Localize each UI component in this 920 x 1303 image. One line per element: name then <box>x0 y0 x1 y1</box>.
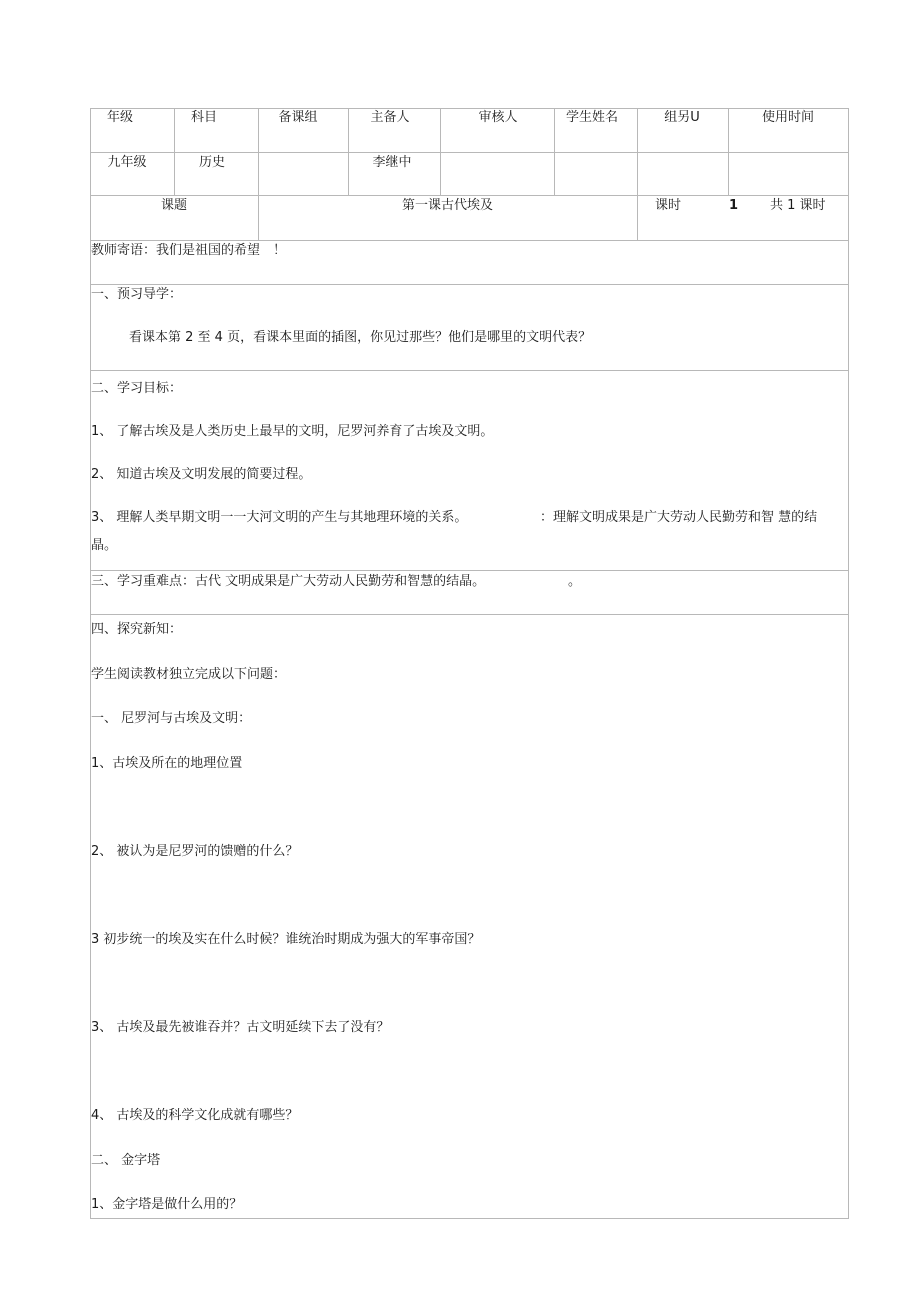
header-label-subject: 科目 <box>190 110 217 125</box>
period-value: 1 <box>729 198 739 213</box>
teacher-motto: 教师寄语：我们是祖国的希望 ！ <box>91 243 287 258</box>
goal-item: 1、 了解古埃及是人类历史上最早的文明，尼罗河养育了古埃及文明。 <box>91 424 494 439</box>
table-rule <box>90 284 849 285</box>
key-points-tail: 。 <box>568 574 582 589</box>
header-label-group: 备课组 <box>278 110 318 125</box>
lesson-title-value: 第一课古代埃及 <box>401 198 493 213</box>
header-label-use-time: 使用时间 <box>761 110 814 125</box>
explore-section-pyramid: 二、 金字塔 <box>91 1153 161 1168</box>
header-label-reviewer: 审核人 <box>478 110 518 125</box>
table-border-right <box>848 108 849 1219</box>
table-rule <box>90 570 849 571</box>
table-border-left <box>90 108 91 1219</box>
header-label-grade: 年级 <box>106 110 133 125</box>
header-value-lead-teacher: 李继中 <box>372 155 412 170</box>
goal-item-wrap: 晶。 <box>91 538 118 553</box>
preview-text: 看课本第 2 至 4 页，看课本里面的插图，你见过那些？他们是哪里的文明代表？ <box>129 330 592 345</box>
question-item: 4、 古埃及的科学文化成就有哪些？ <box>91 1108 299 1123</box>
table-rule <box>90 195 849 196</box>
header-label-student-name: 学生姓名 <box>565 110 618 125</box>
table-rule <box>90 370 849 371</box>
question-item: 1、古埃及所在的地理位置 <box>91 756 243 771</box>
preview-heading: 一、预习导学： <box>91 287 183 302</box>
header-value-grade: 九年级 <box>107 155 147 170</box>
goal-item-continuation: ：理解文明成果是广大劳动人民勤劳和智 慧的结 <box>540 510 818 525</box>
table-rule <box>258 108 259 240</box>
period-label: 课时 <box>655 198 682 213</box>
goal-item: 3、 理解人类早期文明一一大河文明的产生与其地理环境的关系。 <box>91 510 468 525</box>
question-item: 2、 被认为是尼罗河的馈赠的什么？ <box>91 844 299 859</box>
table-rule <box>90 614 849 615</box>
key-points: 三、学习重难点：古代 文明成果是广大劳动人民勤劳和智慧的结晶。 <box>91 574 486 589</box>
explore-heading: 四、探究新知： <box>91 622 183 637</box>
header-value-subject: 历史 <box>198 155 225 170</box>
table-rule <box>90 240 849 241</box>
lesson-title-label: 课题 <box>160 198 187 213</box>
table-rule <box>90 152 849 153</box>
table-rule <box>90 1218 849 1219</box>
total-periods: 共 1 课时 <box>770 198 826 213</box>
explore-intro: 学生阅读教材独立完成以下问题： <box>91 667 287 682</box>
question-item: 3、 古埃及最先被谁吞并？古文明延续下去了没有？ <box>91 1020 390 1035</box>
table-rule <box>637 108 638 240</box>
goals-heading: 二、学习目标： <box>91 381 183 396</box>
explore-section-nile: 一、 尼罗河与古埃及文明： <box>91 711 252 726</box>
question-item: 1、金字塔是做什么用的？ <box>91 1197 243 1212</box>
question-item: 3 初步统一的埃及实在什么时候？谁统治时期成为强大的军事帝国？ <box>91 932 481 947</box>
header-label-lead-teacher: 主备人 <box>370 110 410 125</box>
goal-item: 2、 知道古埃及文明发展的简要过程。 <box>91 467 312 482</box>
header-label-class-group: 组另U <box>664 110 700 125</box>
